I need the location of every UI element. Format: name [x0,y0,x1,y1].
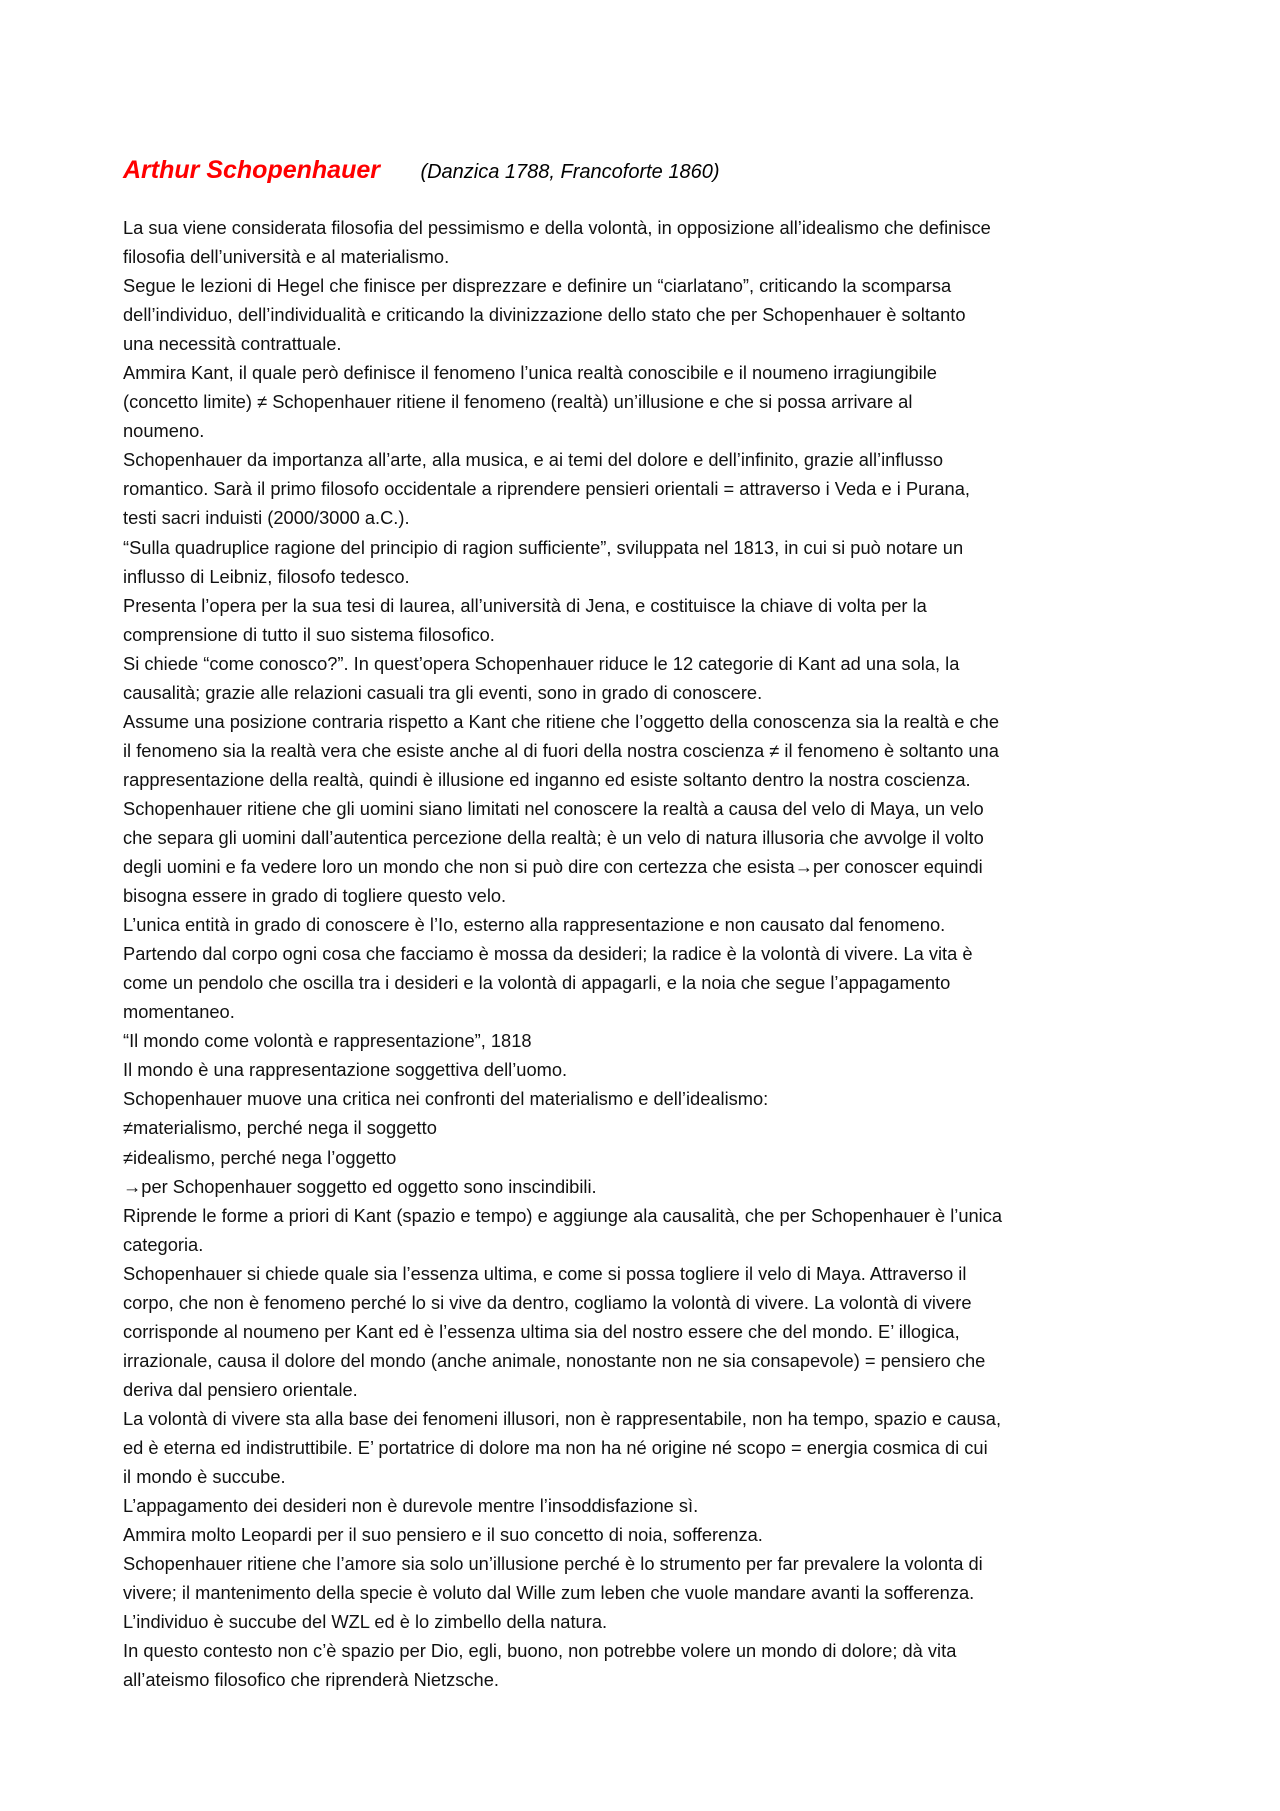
text-line: L’appagamento dei desideri non è durevole mentre l’insoddisfazione sì. [123,1495,699,1517]
text-line: irrazionale, causa il dolore del mondo (anche animale, nonostante non ne sia consapevole) = pensiero che [123,1349,986,1371]
text-line: Schopenhauer si chiede quale sia l’essenza ultima, e come si possa togliere il velo di Maya. Attraverso il [123,1262,967,1284]
text-line: che separa gli uomini dall’autentica percezione della realtà; è un velo di natura illusoria che avvolge il volto [123,826,984,848]
text-line: ≠materialismo, perché nega il soggetto [123,1117,437,1139]
text-line: La volontà di vivere sta alla base dei fenomeni illusori, non è rappresentabile, non ha tempo, spazio e causa, [123,1407,1002,1429]
text-line: La sua viene considerata filosofia del pessimismo e della volontà, in opposizione all’idealismo che definisce [123,217,991,238]
document-title: Arthur Schopenhauer [123,156,380,184]
document-heading [123,156,720,185]
text-line: “Il mondo come volontà e rappresentazione”, 1818 [123,1030,532,1052]
text-line: rappresentazione della realtà, quindi è illusione ed inganno ed esiste soltanto dentro la nostra coscienza. [123,768,971,790]
text-line: Il mondo è una rappresentazione soggettiva dell’uomo. [123,1059,568,1081]
text-line: Segue le lezioni di Hegel che finisce per disprezzare e definire un “ciarlatano”, criticando la scomparsa [123,275,952,297]
text-line: ≠idealismo, perché nega l’oggetto [123,1146,397,1168]
text-line: deriva dal pensiero orientale. [123,1378,358,1400]
text-line: vivere; il mantenimento della specie è voluto dal Wille zum leben che vuole mandare avanti la sofferenza. [123,1582,975,1604]
text-line: una necessità contrattuale. [123,333,342,355]
text-line: romantico. Sarà il primo filosofo occidentale a riprendere pensieri orientali = attraverso i Veda e i Purana, [123,478,970,500]
text-line: →per Schopenhauer soggetto ed oggetto sono inscindibili. [123,1175,597,1197]
text-line: Schopenhauer muove una critica nei confronti del materialismo e dell’idealismo: [123,1088,769,1110]
text-line: testi sacri induisti (2000/3000 a.C.). [123,507,410,529]
text-line: categoria. [123,1233,204,1255]
text-line: Riprende le forme a priori di Kant (spazio e tempo) e aggiunge ala causalità, che per Schopenhauer è l’unica [123,1204,1003,1226]
text-line: momentaneo. [123,1001,235,1023]
text-line: noumeno. [123,420,205,442]
text-line: Schopenhauer da importanza all’arte, alla musica, e ai temi del dolore e dell’infinito, grazie all’influsso [123,449,944,471]
document-body [123,213,1173,1694]
text-line: In questo contesto non c’è spazio per Dio, egli, buono, non potrebbe volere un mondo di dolore; dà vita [123,1640,957,1662]
text-line: ed è eterna ed indistruttibile. E’ portatrice di dolore ma non ha né origine né scopo = energia cosmica di cui [123,1436,988,1458]
text-line: L’unica entità in grado di conoscere è l’Io, esterno alla rappresentazione e non causato dal fenomeno. [123,914,946,936]
document-subtitle: (Danzica 1788, Francoforte 1860) [420,161,720,183]
text-line: corpo, che non è fenomeno perché lo si vive da dentro, cogliamo la volontà di vivere. La volontà di vivere [123,1291,972,1313]
text-line: Assume una posizione contraria rispetto a Kant che ritiene che l’oggetto della conoscenza sia la realtà e che [123,710,999,732]
text-line: L’individuo è succube del WZL ed è lo zimbello della natura. [123,1611,608,1633]
text-line: Ammira molto Leopardi per il suo pensiero e il suo concetto di noia, sofferenza. [123,1524,763,1546]
text-line: comprensione di tutto il suo sistema filosofico. [123,623,495,645]
text-line: influsso di Leibniz, filosofo tedesco. [123,565,410,587]
text-line: come un pendolo che oscilla tra i desideri e la volontà di appagarli, e la noia che segue l’appagamento [123,972,951,994]
text-line: Schopenhauer ritiene che l’amore sia solo un’illusione perché è lo strumento per far prevalere la volonta di [123,1553,983,1575]
text-line: all’ateismo filosofico che riprenderà Nietzsche. [123,1669,499,1691]
text-line: filosofia dell’università e al materialismo. [123,246,450,268]
text-line: Partendo dal corpo ogni cosa che facciamo è mossa da desideri; la radice è la volontà di vivere. La vita è [123,943,973,965]
text-line: (concetto limite) ≠ Schopenhauer ritiene il fenomeno (realtà) un’illusione e che si possa arrivare al [123,391,913,413]
text-line: causalità; grazie alle relazioni casuali tra gli eventi, sono in grado di conoscere. [123,681,763,703]
text-line: Presenta l’opera per la sua tesi di laurea, all’università di Jena, e costituisce la chiave di volta per la [123,594,927,616]
text-line: il mondo è succube. [123,1466,286,1488]
text-line: dell’individuo, dell’individualità e criticando la divinizzazione dello stato che per Schopenhauer è soltanto [123,304,966,326]
text-line: “Sulla quadruplice ragione del principio di ragion sufficiente”, sviluppata nel 1813, in cui si può notare un [123,536,964,558]
text-line: bisogna essere in grado di togliere questo velo. [123,885,507,907]
text-line: Si chiede “come conosco?”. In quest’opera Schopenhauer riduce le 12 categorie di Kant ad una sola, la [123,652,960,674]
text-line: Ammira Kant, il quale però definisce il fenomeno l’unica realtà conoscibile e il noumeno irragiungibile [123,362,937,384]
text-line: Schopenhauer ritiene che gli uomini siano limitati nel conoscere la realtà a causa del velo di Maya, un velo [123,797,984,819]
text-line: degli uomini e fa vedere loro un mondo che non si può dire con certezza che esista→per conoscer equindi [123,856,983,878]
text-line: corrisponde al noumeno per Kant ed è l’essenza ultima sia del nostro essere che del mondo. E’ illogica, [123,1320,960,1342]
text-line: il fenomeno sia la realtà vera che esiste anche al di fuori della nostra coscienza ≠ il fenomeno è soltanto una [123,739,999,761]
